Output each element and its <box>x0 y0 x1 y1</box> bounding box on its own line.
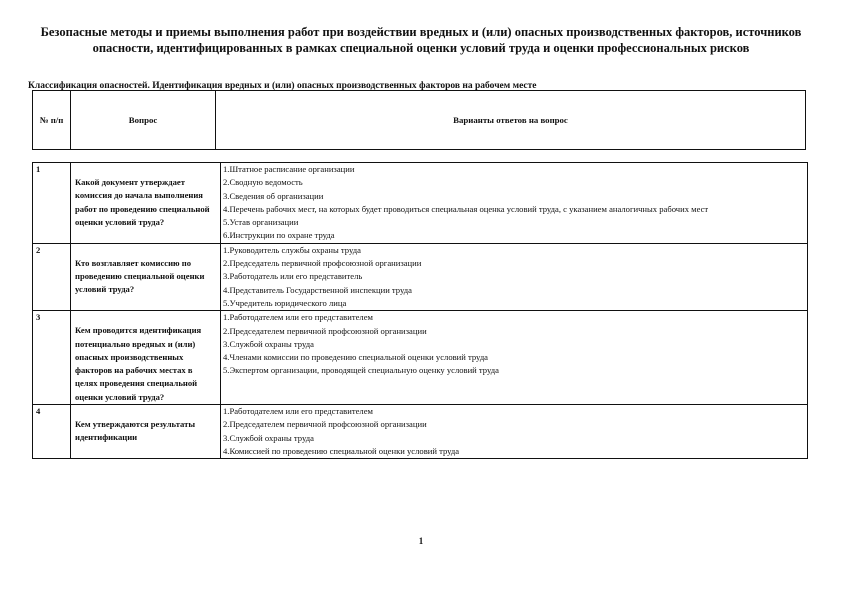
header-row <box>33 91 806 150</box>
answer-list <box>221 311 808 405</box>
table-row <box>33 311 808 405</box>
questions-table <box>32 162 808 459</box>
answer-option: 5.Экспертом организации, проводящей специальную оценку условий труда <box>223 365 499 376</box>
answer-option: 4.Представитель Государственной инспекции труда <box>223 284 412 295</box>
answer-option: 1.Руководитель службы охраны труда <box>223 244 361 255</box>
question-text: Кто возглавляет комиссию по проведению специальной оценки условий труда? <box>75 257 205 295</box>
row-number: 4 <box>33 405 71 459</box>
answer-option: 3.Службой охраны труда <box>223 432 314 443</box>
row-number: 3 <box>33 311 71 405</box>
answer-option: 4.Комиссией по проведению специальной оценки условий труда <box>223 445 460 456</box>
header-table <box>32 90 806 150</box>
answer-list <box>221 405 808 459</box>
answer-option: 1.Работодателем или его представителем <box>223 312 373 323</box>
answer-option: 5.Учредитель юридического лица <box>223 297 347 308</box>
document-title: Безопасные методы и приемы выполнения работ при воздействии вредных и (или) опасных производственных факторов, источников опасности, идентифицированных в рамках специальной оценки условий труда и оценки профессиональных рисков <box>40 25 802 55</box>
answer-option: 4.Перечень рабочих мест, на которых будет проводиться специальная оценка условий труда, с указанием аналогичных рабочих мест <box>223 203 709 214</box>
answer-option: 2.Председателем первичной профсоюзной организации <box>223 325 427 336</box>
answer-option: 2.Сводную ведомость <box>223 177 303 188</box>
answer-option: 3.Службой охраны труда <box>223 338 314 349</box>
answer-option: 6.Инструкции по охране труда <box>223 230 335 241</box>
answer-option: 3.Работодатель или его представитель <box>223 271 363 282</box>
answer-option: 1.Штатное расписание организации <box>223 164 355 174</box>
answer-option: 3.Сведения об организации <box>223 190 324 201</box>
header-question: Вопрос <box>71 91 216 150</box>
question-text: Какой документ утверждает комиссия до начала выполнения работ по проведению специальной оценки условий труда? <box>75 177 210 227</box>
question-text: Кем проводится идентификация потенциально вредных и (или) опасных производственных факторов на рабочих местах в целях проведения специальной оценки условий труда? <box>75 325 202 402</box>
header-number: № п/п <box>33 91 71 150</box>
answer-list <box>221 243 808 310</box>
answer-option: 2.Председателем первичной профсоюзной организации <box>223 419 427 430</box>
row-number: 1 <box>33 163 71 244</box>
answer-option: 1.Работодателем или его представителем <box>223 406 373 417</box>
header-answers: Варианты ответов на вопрос <box>216 91 806 150</box>
page-number: 1 <box>418 536 424 546</box>
question-text: Кем утверждаются результаты идентификации <box>75 419 196 443</box>
row-number: 2 <box>33 243 71 310</box>
answer-option: 5.Устав организации <box>223 217 299 228</box>
table-row <box>33 405 808 459</box>
section-subtitle: Классификация опасностей. Идентификация вредных и (или) опасных производственных факторов на рабочем месте <box>28 81 537 91</box>
answer-list <box>221 163 808 244</box>
answer-option: 2.Председатель первичной профсоюзной организации <box>223 258 422 269</box>
table-row <box>33 243 808 310</box>
answer-option: 4.Членами комиссии по проведению специальной оценки условий труда <box>223 352 488 363</box>
table-row <box>33 163 808 244</box>
